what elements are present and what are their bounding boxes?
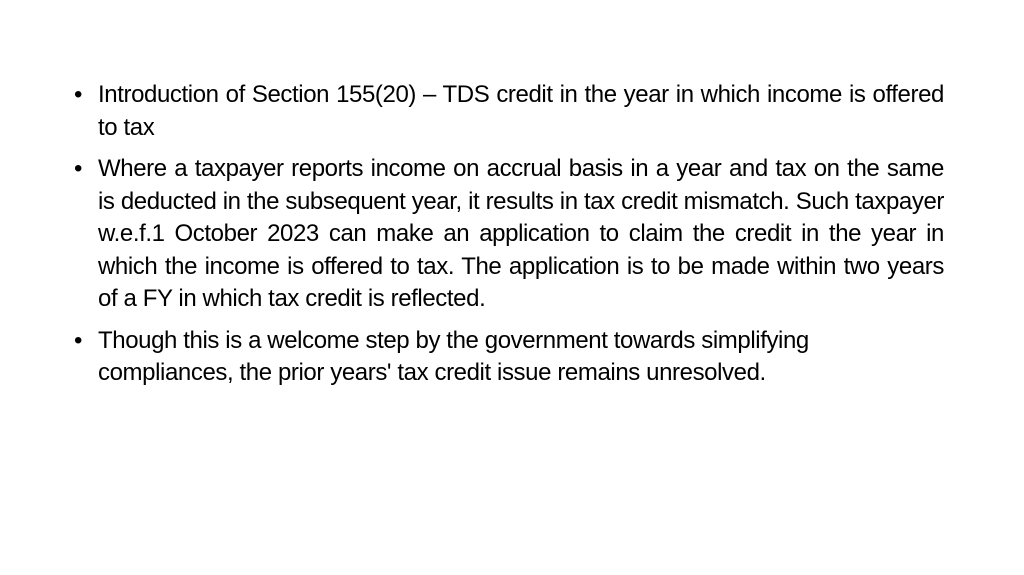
bullet-icon: • [74, 155, 83, 182]
bullet-item-accrual-mismatch [74, 153, 944, 316]
bullet-icon: • [74, 326, 83, 354]
bullet-list [74, 79, 944, 399]
bullet-item-welcome-step [74, 325, 944, 390]
bullet-text: Introduction of Section 155(20) – TDS credit in the year in which income is offered to tax [98, 81, 944, 141]
bullet-icon: • [74, 81, 83, 108]
bullet-text: Where a taxpayer reports income on accrual basis in a year and tax on the same is deducted in the subsequent year, it results in tax credit mismatch. Such taxpayer w.e.f.1 October 2023 can make an application to claim the credit in the year in which the income is offered to tax. The application is to be made within two years of a FY in which tax credit is reflected. [98, 155, 944, 312]
bullet-text: Though this is a welcome step by the government towards simplifying compliances, the prior years' tax credit issue remains unresolved. [98, 326, 809, 386]
bullet-item-section-155-20 [74, 79, 944, 144]
